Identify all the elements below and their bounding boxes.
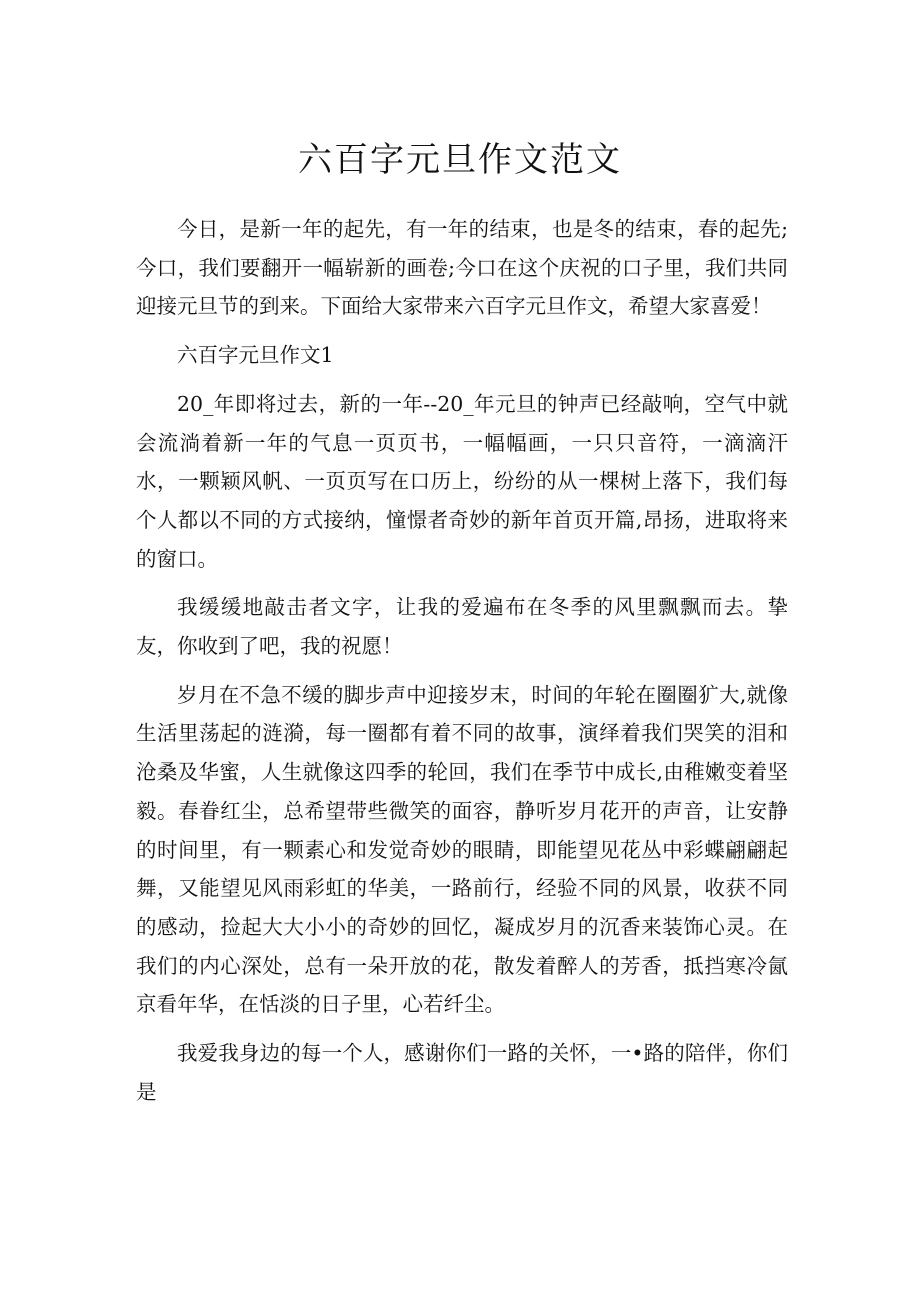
intro-paragraph: 今日，是新一年的起先，有一年的结束，也是冬的结束，春的起先;今口，我们要翻开一幅崭新的画卷;今口在这个庆祝的口子里，我们共同迎接元旦节的到来。下面给大家带来六百字元旦作文，希望大家喜爱！ xyxy=(136,217,788,319)
body-paragraph: 我缓缓地敲击者文字，让我的爱遍布在冬季的风里飘飘而去。挚友，你收到了吧，我的祝愿！ xyxy=(136,595,788,659)
document-body xyxy=(136,210,788,1111)
body-paragraph: 岁月在不急不缓的脚步声中迎接岁末，时间的年轮在圈圈犷大,就像生活里荡起的涟漪，每一圈都有着不同的故事，演绎着我们哭笑的泪和沧桑及华蜜，人生就像这四季的轮回，我们在季节中成长,由稚嫩变着坚毅。春眷红尘，总希望带些微笑的面容，静听岁月花开的声音，让安静的时间里，有一颗素心和发觉奇妙的眼睛，即能望见花丛中彩蝶翩翩起舞，又能望见风雨彩虹的华美，一路前行，经验不同的风景，收获不同的感动，捡起大大小小的奇妙的回忆，凝成岁月的沉香来装饰心灵。在我们的内心深处，总有一朵开放的花，散发着醉人的芳香，抵挡寒冷氤京看年华，在恬淡的日子里，心若纤尘。 xyxy=(136,682,788,1017)
section-heading: 六百字元旦作文1 xyxy=(177,343,334,368)
document-title: 六百字元旦作文范文 xyxy=(298,140,622,180)
body-paragraph: 20_年即将过去，新的一年--20_年元旦的钟声已经敲响，空气中就会流淌着新一年的气息一页页书，一幅幅画，一只只音符，一滴滴汗水，一颗颖风帆、一页页写在口历上，纷纷的从一棵树上落下，我们每个人都以不同的方式接纳，憧憬者奇妙的新年首页开篇,昂扬，进取将来的窗口。 xyxy=(136,391,788,571)
body-paragraph: 我爱我身边的每一个人，感谢你们一路的关怀，一•路的陪伴，你们是 xyxy=(136,1041,788,1104)
